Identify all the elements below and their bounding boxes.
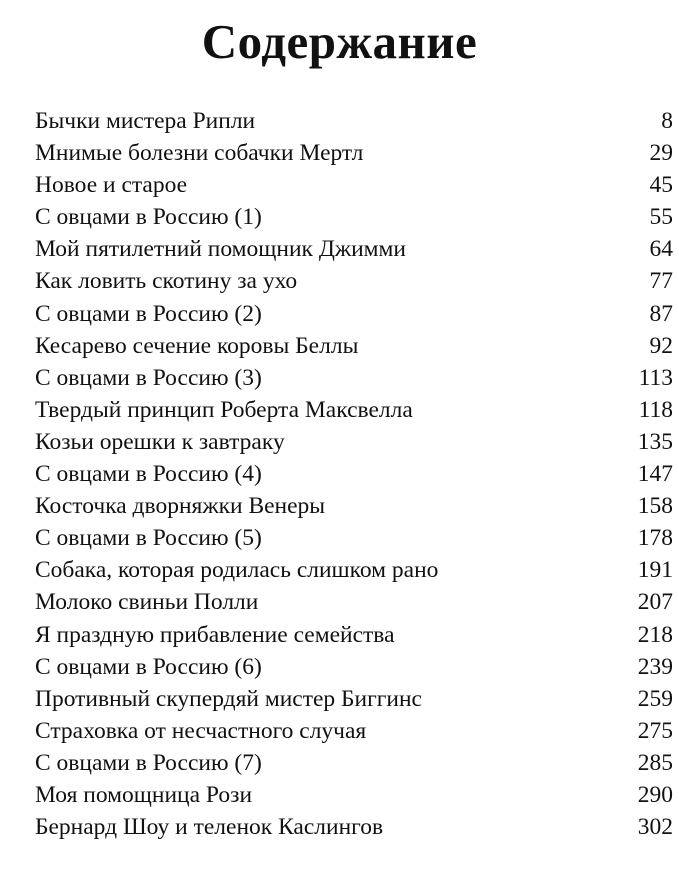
toc-entry <box>35 201 673 233</box>
toc-entry-title: С овцами в Россию (3) <box>35 364 262 391</box>
toc-entry-page: 218 <box>637 621 673 648</box>
toc-entry <box>35 105 673 137</box>
toc-entry-title: С овцами в Россию (6) <box>35 653 262 680</box>
toc-entry-page: 45 <box>649 172 673 199</box>
toc-entry-page: 113 <box>638 364 673 391</box>
toc-entry-title: Новое и старое <box>35 172 188 199</box>
toc-entry <box>35 554 673 586</box>
toc-entry-page: 77 <box>649 268 673 295</box>
toc-entry-page: 290 <box>637 781 673 808</box>
toc-entry <box>35 715 673 747</box>
toc-entry <box>35 233 673 265</box>
toc-entry <box>35 522 673 554</box>
toc-entry-page: 29 <box>649 140 673 167</box>
toc-entry <box>35 137 673 169</box>
toc-entry-title: С овцами в Россию (4) <box>35 461 262 488</box>
toc-entry <box>35 747 673 779</box>
toc-entry-title: Я праздную прибавление семейства <box>35 621 395 648</box>
toc-entry-title: Мнимые болезни собачки Мертл <box>35 140 364 167</box>
toc-entry-title: С овцами в Россию (2) <box>35 300 262 327</box>
toc-entry-page: 55 <box>649 204 673 231</box>
toc-entry <box>35 586 673 618</box>
toc-entry-title: Твердый принцип Роберта Максвелла <box>35 396 413 423</box>
toc-entry-page: 135 <box>637 428 673 455</box>
toc-entry-title: С овцами в Россию (1) <box>35 204 262 231</box>
toc-entry-title: Как ловить скотину за ухо <box>35 268 298 295</box>
toc-entry <box>35 298 673 330</box>
toc-entry-page: 87 <box>649 300 673 327</box>
toc-entry-title: С овцами в Россию (7) <box>35 749 262 776</box>
toc-entry-page: 207 <box>637 589 673 616</box>
toc-entry-page: 64 <box>649 236 673 263</box>
toc-entry-page: 178 <box>637 525 673 552</box>
toc-entry-title: Бычки мистера Рипли <box>35 108 256 134</box>
toc-entry-page: 275 <box>637 717 673 744</box>
toc-entry-page: 158 <box>637 493 673 520</box>
toc-entry-title: Страховка от несчастного случая <box>35 717 367 744</box>
toc-entry-page: 118 <box>638 396 673 423</box>
toc-entry <box>35 265 673 297</box>
toc-entry-title: Противный скупердяй мистер Биггинс <box>35 685 422 712</box>
toc-entry <box>35 779 673 811</box>
toc-entry-page: 8 <box>661 108 673 134</box>
toc-entry-title: Бернард Шоу и теленок Каслингов <box>35 814 384 841</box>
toc-entry-page: 285 <box>637 749 673 776</box>
table-of-contents <box>35 105 673 843</box>
toc-entry <box>35 651 673 683</box>
toc-entry-page: 191 <box>637 557 673 584</box>
toc-entry <box>35 394 673 426</box>
page-title: Содержание <box>201 14 478 69</box>
toc-entry-page: 92 <box>649 332 673 359</box>
toc-entry <box>35 619 673 651</box>
toc-entry <box>35 683 673 715</box>
toc-entry-page: 302 <box>637 814 673 841</box>
toc-entry-title: Молоко свиньи Полли <box>35 589 259 616</box>
toc-entry <box>35 362 673 394</box>
toc-entry-title: Мой пятилетний помощник Джимми <box>35 236 406 263</box>
toc-entry <box>35 330 673 362</box>
toc-entry-title: Козьи орешки к завтраку <box>35 428 285 455</box>
toc-entry-title: Моя помощница Рози <box>35 781 253 808</box>
toc-entry <box>35 458 673 490</box>
toc-entry-title: С овцами в Россию (5) <box>35 525 262 552</box>
toc-entry <box>35 490 673 522</box>
toc-entry <box>35 426 673 458</box>
toc-entry-title: Кесарево сечение коровы Беллы <box>35 332 359 359</box>
toc-entry-page: 147 <box>637 461 673 488</box>
toc-entry-page: 239 <box>637 653 673 680</box>
toc-entry-title: Косточка дворняжки Венеры <box>35 493 326 520</box>
toc-entry <box>35 169 673 201</box>
toc-entry <box>35 811 673 843</box>
toc-entry-page: 259 <box>637 685 673 712</box>
toc-entry-title: Собака, которая родилась слишком рано <box>35 557 439 584</box>
